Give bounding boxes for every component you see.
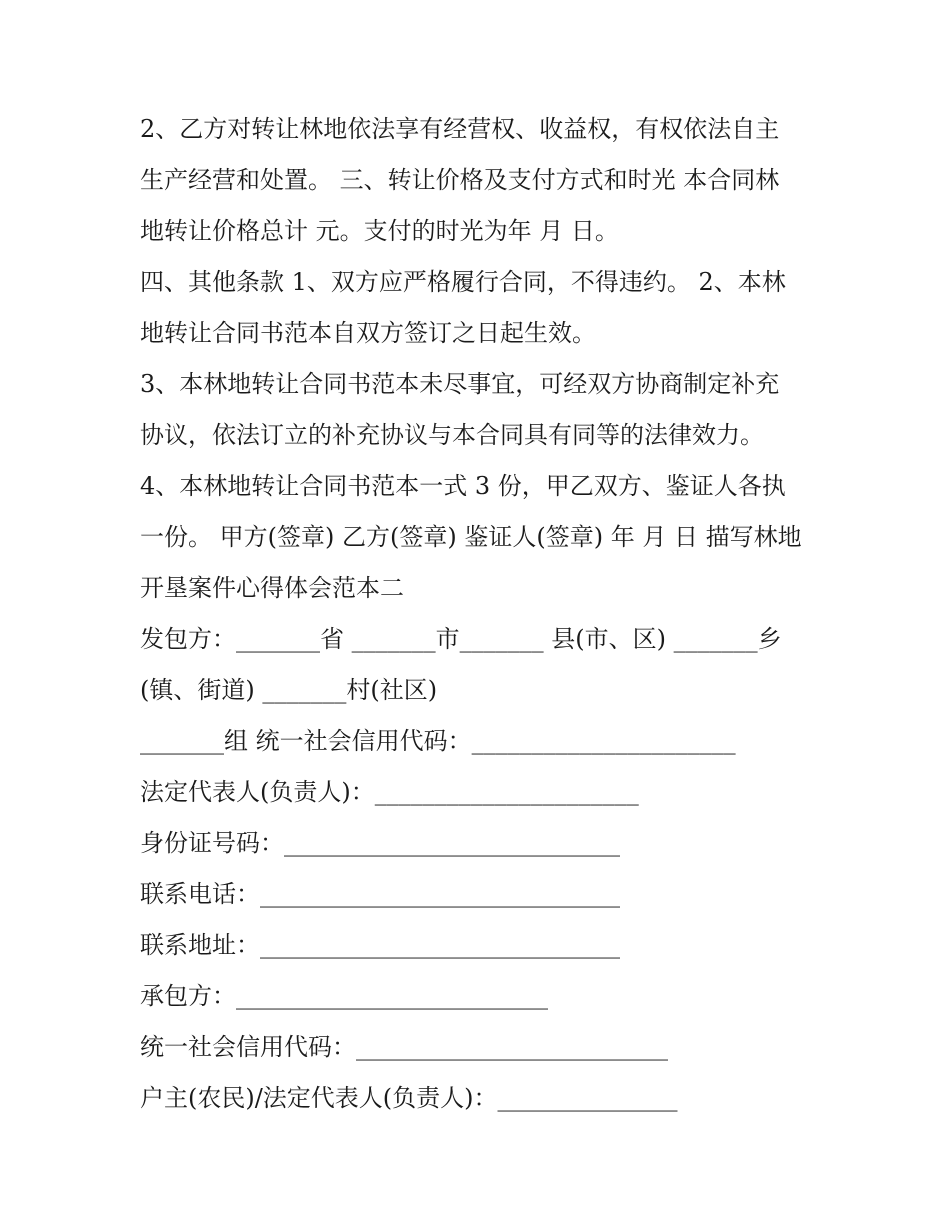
text-line: 户主(农民)/法定代表人(负责人)：_______________	[140, 1084, 678, 1112]
text-line: 生产经营和处置。 三、转让价格及支付方式和时光 本合同林	[140, 166, 780, 194]
text-line: 4、本林地转让合同书范本一式 3 份，甲乙双方、鉴证人各执	[140, 472, 786, 500]
text-line: (镇、街道) _______村(社区)	[140, 676, 438, 704]
text-line: 统一社会信用代码：__________________________	[140, 1033, 668, 1061]
text-line: 身份证号码：____________________________	[140, 829, 620, 857]
text-line: 3、本林地转让合同书范本未尽事宜，可经双方协商制定补充	[140, 370, 780, 398]
text-line: 开垦案件心得体会范本二	[140, 574, 404, 602]
text-line: 协议，依法订立的补充协议与本合同具有同等的法律效力。	[140, 421, 764, 449]
text-line: _______组 统一社会信用代码：______________________	[140, 727, 736, 755]
text-line: 联系地址：______________________________	[140, 931, 620, 959]
text-line: 地转让价格总计 元。支付的时光为年 月 日。	[140, 217, 619, 245]
text-line: 四、其他条款 1、双方应严格履行合同，不得违约。 2、本林	[140, 268, 786, 296]
text-line: 地转让合同书范本自双方签订之日起生效。	[140, 319, 596, 347]
text-line: 法定代表人(负责人)：______________________	[140, 778, 639, 806]
text-line: 2、乙方对转让林地依法享有经营权、收益权，有权依法自主	[140, 115, 780, 143]
text-line: 一份。 甲方(签章) 乙方(签章) 鉴证人(签章) 年 月 日 描写林地	[140, 523, 802, 551]
text-line: 发包方：_______省 _______市_______ 县(市、区) _______乡	[140, 625, 782, 653]
text-line: 承包方：__________________________	[140, 982, 548, 1010]
text-line: 联系电话：______________________________	[140, 880, 620, 908]
